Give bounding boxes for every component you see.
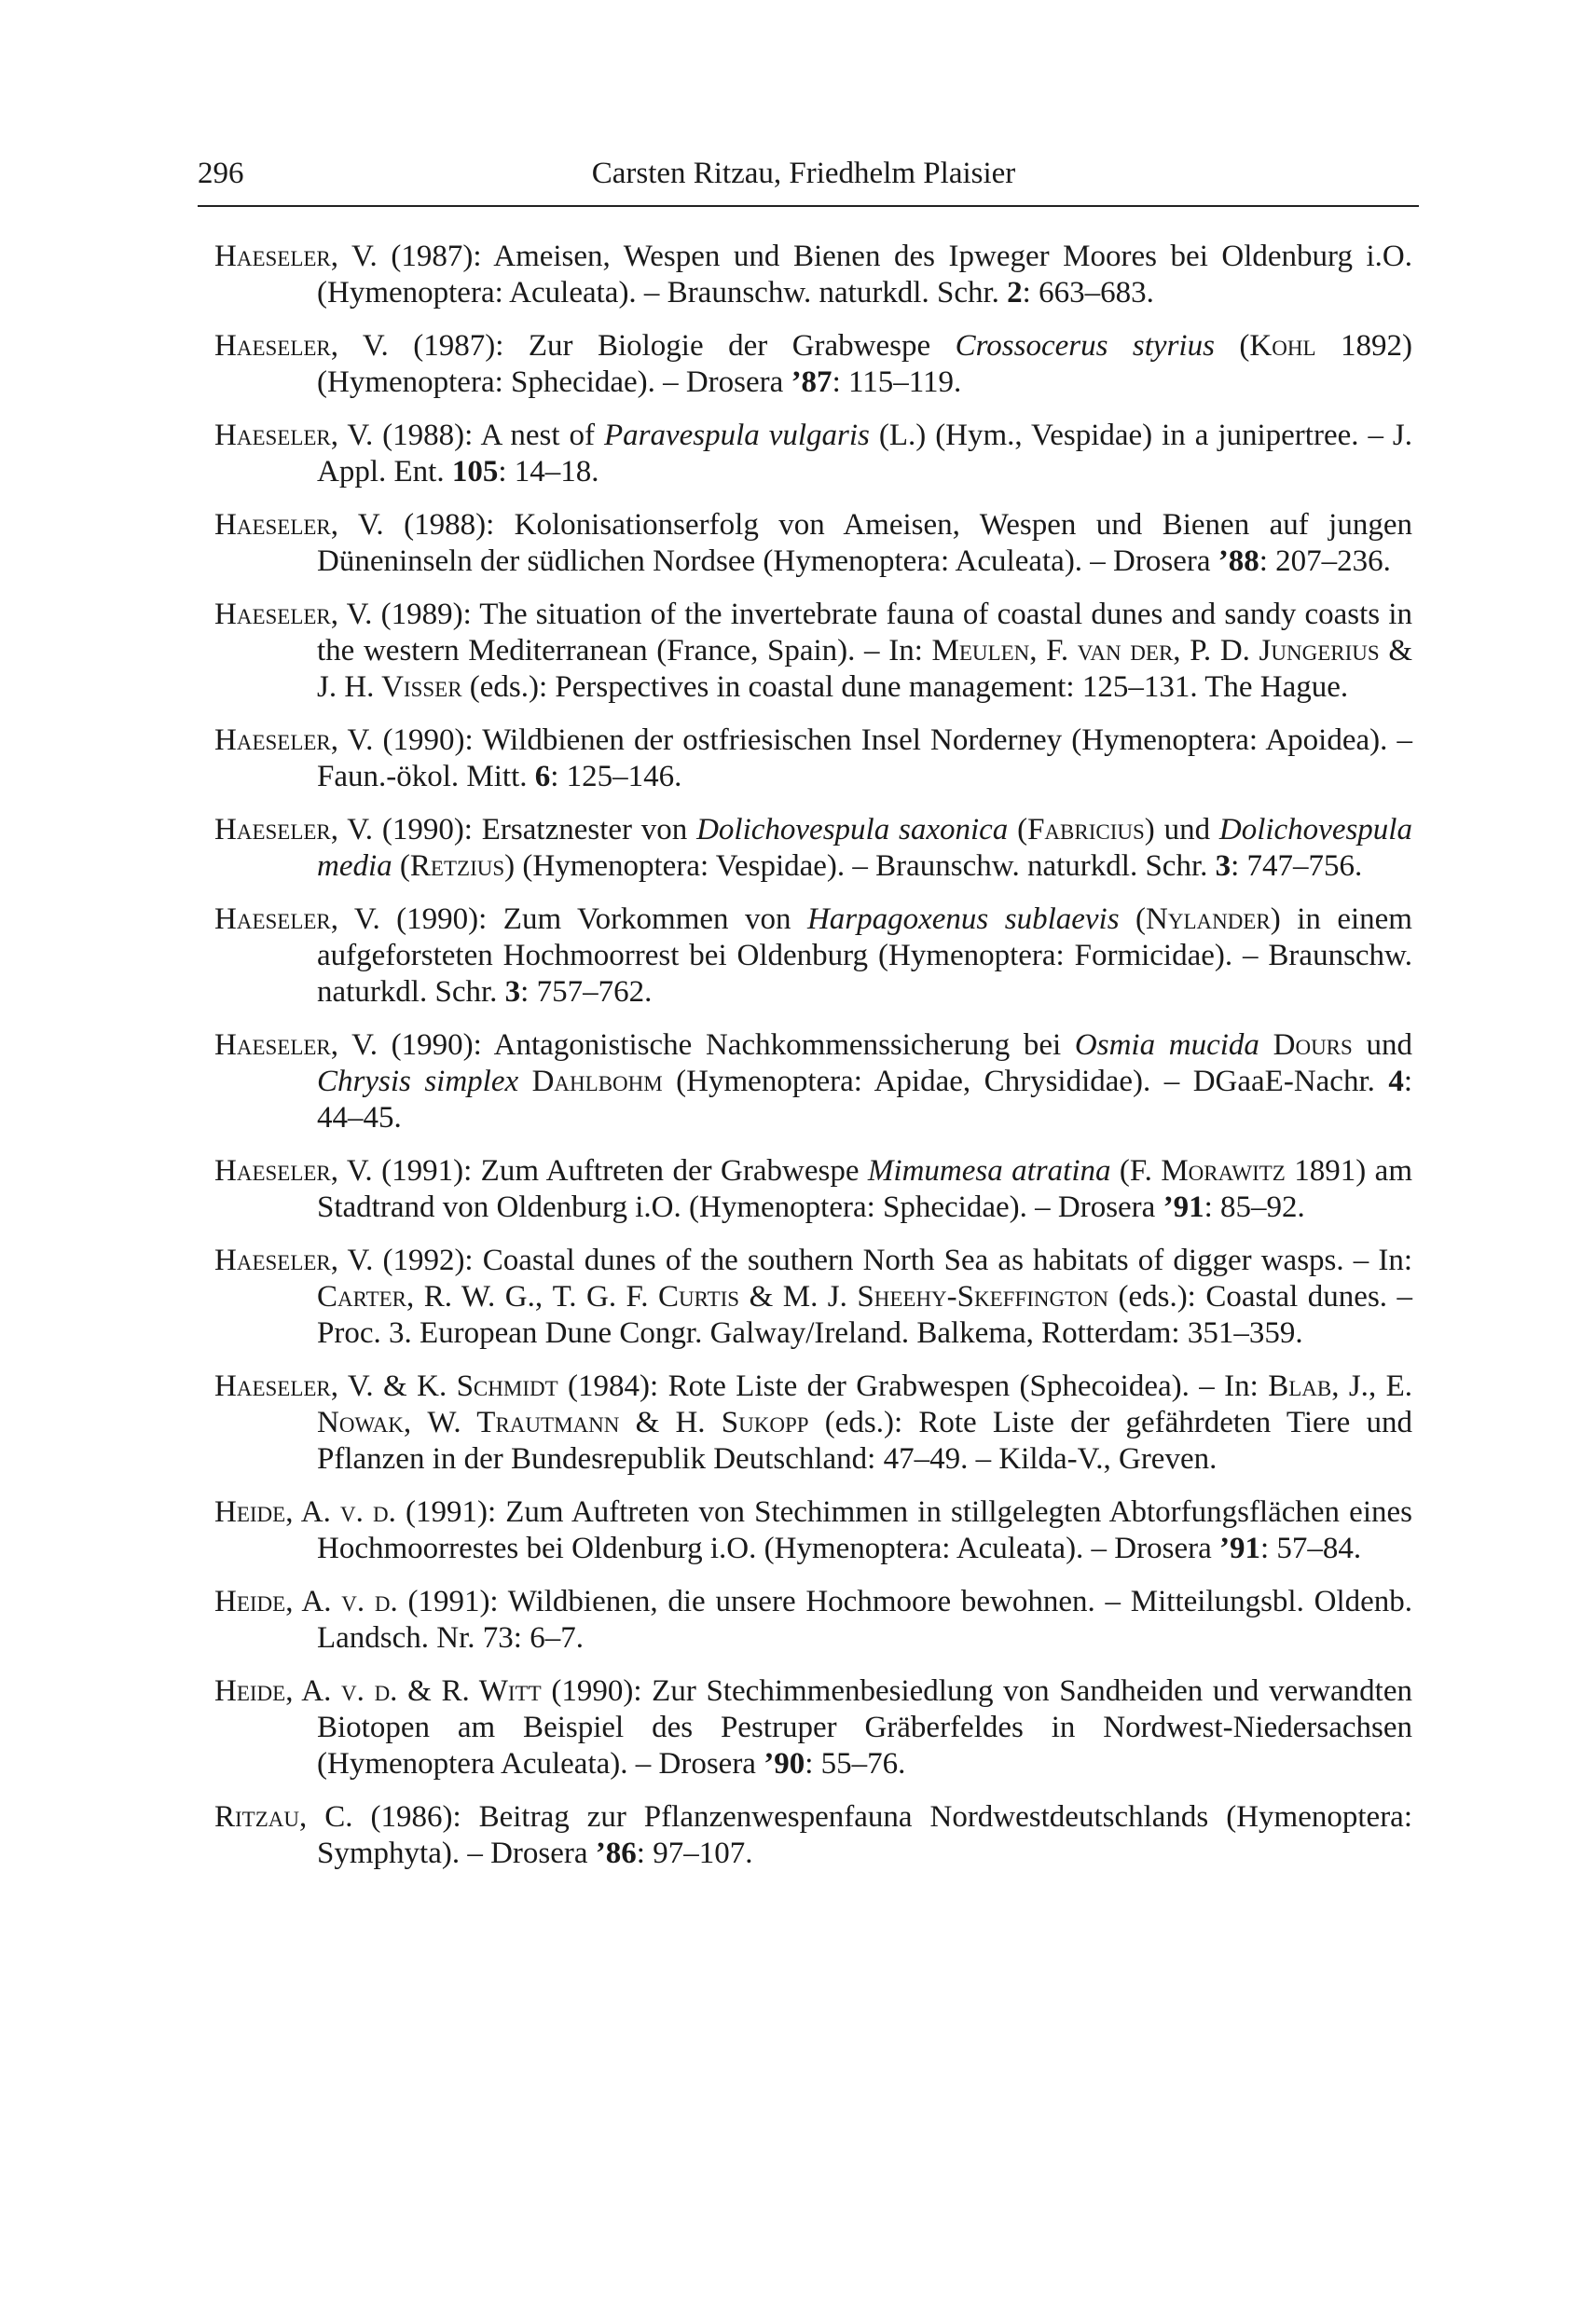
reference-text: ) und [1144, 813, 1219, 846]
reference-text: , [534, 1280, 553, 1314]
reference-volume: 4 [1388, 1065, 1404, 1098]
reference-name: Kohl [1249, 329, 1316, 363]
reference-text: : 14–18. [498, 455, 599, 489]
reference-entry [214, 1369, 1412, 1478]
reference-entry [214, 1673, 1412, 1782]
reference-taxon: Dolichovespula saxonica [696, 813, 1009, 846]
reference-text [518, 1065, 531, 1098]
reference-entry [214, 1494, 1412, 1567]
reference-name: Blab, J. [1268, 1369, 1369, 1403]
reference-entry [214, 1243, 1412, 1352]
page-number: 296 [198, 157, 244, 190]
reference-name: P. D. Jungerius [1190, 634, 1380, 667]
reference-name: Retzius [409, 849, 505, 883]
reference-author: Haeseler, V. [214, 902, 380, 936]
reference-author: Haeseler, V. [214, 419, 374, 452]
reference-text: , [1173, 634, 1190, 667]
reference-name: Nylander [1146, 902, 1271, 936]
reference-volume: 3 [1215, 849, 1231, 883]
reference-name: Meulen, F. van der [931, 634, 1174, 667]
reference-volume: 105 [451, 455, 499, 489]
reference-text: : 115–119. [832, 365, 962, 399]
reference-text: & [739, 1280, 783, 1314]
reference-author: Haeseler, V. [214, 508, 384, 542]
reference-text: (1992): Coastal dunes of the southern North Sea as habitats of digger wasps. – In: [373, 1244, 1412, 1277]
reference-author: Heide, A. v. d. [214, 1495, 396, 1529]
reference-entry [214, 722, 1412, 795]
reference-name: E. Nowak [317, 1369, 1412, 1439]
reference-text: : 125–146. [550, 760, 682, 793]
reference-entry [214, 1799, 1412, 1872]
reference-text: (Hymenoptera: Apidae, Chrysididae). – DGaaE-Nachr. [662, 1065, 1389, 1098]
reference-name: W. Trautmann [427, 1406, 620, 1439]
reference-name: Fabricius [1027, 813, 1145, 846]
reference-volume: 2 [1007, 276, 1023, 310]
running-head: Carsten Ritzau, Friedhelm Plaisier [591, 157, 1016, 190]
reference-volume: 6 [534, 760, 551, 793]
reference-text: und [1352, 1028, 1412, 1062]
reference-taxon: Dolichovespula media [317, 813, 1412, 883]
reference-text: : 85–92. [1204, 1190, 1305, 1224]
reference-volume: ’87 [791, 365, 832, 399]
reference-text: (L.) (Hym., Vespidae) in a junipertree. – J. Appl. Ent. [317, 419, 1412, 489]
reference-text: (1990): Antagonistische Nachkommenssicherung bei [377, 1028, 1075, 1062]
reference-entry [214, 1153, 1412, 1226]
reference-name: J. H. Visser [317, 670, 462, 704]
reference-text: (1988): A nest of [373, 419, 604, 452]
reference-author: Haeseler, V. [214, 329, 389, 363]
reference-text: : 57–84. [1260, 1532, 1362, 1565]
reference-name: Dahlbohm [531, 1065, 663, 1098]
reference-author: Haeseler, V. [214, 1028, 378, 1062]
reference-entry [214, 1584, 1412, 1657]
reference-volume: 3 [504, 975, 521, 1009]
reference-text: (eds.): Perspectives in coastal dune management: 125–131. The Hague. [461, 670, 1349, 704]
reference-text: 1892) (Hymenoptera: Sphecidae). – Drosera [317, 329, 1412, 399]
reference-text: (1990): Zum Vorkommen von [379, 902, 807, 936]
reference-list [214, 239, 1412, 1889]
reference-entry [214, 328, 1412, 401]
reference-text: ( [1008, 813, 1028, 846]
reference-author: Haeseler, V. [214, 723, 374, 757]
reference-author: Haeseler, V. [214, 1154, 373, 1188]
reference-text [1259, 1028, 1273, 1062]
reference-text: : 97–107. [636, 1837, 753, 1870]
reference-text: & [619, 1406, 676, 1439]
reference-text: , [403, 1406, 428, 1439]
reference-name: Dours [1273, 1028, 1353, 1062]
reference-text: ( [392, 849, 410, 883]
reference-entry [214, 418, 1412, 490]
reference-text: (eds.): Coastal dunes. – Proc. 3. European Dune Congr. Galway/Ireland. Balkema, Rotterdam: 351–359. [317, 1280, 1413, 1350]
reference-author: Ritzau, C. [214, 1800, 353, 1834]
reference-text: ( [1119, 902, 1147, 936]
reference-taxon: Crossocerus styrius [955, 329, 1215, 363]
reference-volume: ’86 [595, 1837, 637, 1870]
reference-name: Morawitz [1161, 1154, 1286, 1188]
reference-name: R. Witt [441, 1674, 542, 1708]
reference-taxon: Harpagoxenus sublaevis [806, 902, 1120, 936]
reference-text: (eds.): Rote Liste der gefährdeten Tiere und Pflanzen in der Bundesrepublik Deutschland: 47–49. – Kilda-V., Greven. [317, 1406, 1413, 1476]
reference-text: : 55–76. [805, 1747, 906, 1781]
reference-text: : 663–683. [1022, 276, 1154, 310]
reference-volume: ’88 [1218, 544, 1259, 578]
reference-entry [214, 1027, 1412, 1136]
page-header [198, 155, 1410, 201]
reference-text: (1990): Wildbienen der ostfriesischen Insel Norderney (Hymenoptera: Apoidea). – Faun.-ökol. Mitt. [317, 723, 1412, 793]
reference-taxon: Paravespula vulgaris [603, 419, 870, 452]
reference-entry [214, 507, 1412, 580]
reference-text: (1991): Zum Auftreten der Grabwespe [372, 1154, 868, 1188]
reference-taxon: Mimumesa atratina [867, 1154, 1111, 1188]
reference-text: & [397, 1674, 442, 1708]
reference-text: : 44–45. [317, 1065, 1412, 1135]
reference-text: & [373, 1369, 418, 1403]
reference-text: (1986): Beitrag zur Pflanzenwespenfauna Nordwestdeutschlands (Hymenoptera: Symphyta). – Drosera [317, 1800, 1412, 1870]
reference-name: T. G. F. Curtis [552, 1280, 740, 1314]
reference-volume: ’91 [1163, 1190, 1204, 1224]
reference-text: ( [1214, 329, 1250, 363]
reference-taxon: Chrysis simplex [317, 1065, 519, 1098]
reference-name: K. Schmidt [417, 1369, 558, 1403]
reference-text: (F. [1110, 1154, 1162, 1188]
reference-entry [214, 901, 1412, 1011]
reference-entry [214, 239, 1412, 311]
reference-author: Haeseler, V. [214, 1244, 374, 1277]
reference-name: M. J. Sheehy-Skeffington [782, 1280, 1108, 1314]
reference-name: Carter, R. W. G. [317, 1280, 535, 1314]
reference-author: Haeseler, V. [214, 1369, 374, 1403]
reference-taxon: Osmia mucida [1074, 1028, 1259, 1062]
reference-author: Haeseler, V. [214, 240, 378, 273]
reference-text: , [1368, 1369, 1386, 1403]
reference-text: (1987): Ameisen, Wespen und Bienen des Ipweger Moores bei Oldenburg i.O. (Hymenoptera: Aculeata). – Braunschw. naturkdl. Schr. [317, 240, 1412, 310]
reference-author: Haeseler, V. [214, 813, 374, 846]
reference-text: ) in einem aufgeforsteten Hochmoorrest bei Oldenburg (Hymenoptera: Formicidae). – Braunschw. naturkdl. Schr. [317, 902, 1412, 1009]
reference-text: (1987): Zur Biologie der Grabwespe [388, 329, 956, 363]
reference-author: Haeseler, V. [214, 598, 373, 631]
reference-text: (1989): The situation of the invertebrate fauna of coastal dunes and sandy coasts in the western Mediterranean (France, Spain). – In: [317, 598, 1412, 667]
reference-entry [214, 597, 1412, 706]
reference-author: Heide, A. v. d. [214, 1585, 398, 1618]
reference-entry [214, 812, 1412, 885]
reference-text: : 757–762. [520, 975, 653, 1009]
reference-volume: ’90 [764, 1747, 805, 1781]
reference-volume: ’91 [1219, 1532, 1261, 1565]
reference-text: (1988): Kolonisationserfolg von Ameisen, Wespen und Bienen auf jungen Düneninseln der südlichen Nordsee (Hymenoptera: Aculeata). – Drosera [317, 508, 1412, 578]
reference-text: (1984): Rote Liste der Grabwespen (Sphecoidea). – In: [557, 1369, 1269, 1403]
reference-author: Heide, A. v. d. [214, 1674, 398, 1708]
reference-text: : 747–756. [1231, 849, 1363, 883]
header-rule [198, 205, 1419, 207]
reference-text: (1990): Ersatznester von [373, 813, 697, 846]
reference-text: (1991): Zum Auftreten von Stechimmen in stillgelegten Abtorfungsflächen eines Hochmoorrestes bei Oldenburg i.O. (Hymenoptera: Aculeata). – Drosera [317, 1495, 1412, 1565]
reference-text: : 207–236. [1259, 544, 1391, 578]
reference-text: (1991): Wildbienen, die unsere Hochmoore bewohnen. – Mitteilungsbl. Oldenb. Landsch. Nr. 73: 6–7. [317, 1585, 1413, 1655]
reference-text: (1990): Zur Stechimmenbesiedlung von Sandheiden und verwandten Biotopen am Beispiel des Pestruper Gräberfeldes in Nordwest-Niedersachsen (Hymenoptera Aculeata). – Drosera [317, 1674, 1413, 1781]
reference-text: & [1379, 634, 1413, 667]
reference-name: H. Sukopp [675, 1406, 809, 1439]
reference-text: 1891) am Stadtrand von Oldenburg i.O. (Hymenoptera: Sphecidae). – Drosera [317, 1154, 1412, 1224]
reference-text: ) (Hymenoptera: Vespidae). – Braunschw. naturkdl. Schr. [504, 849, 1216, 883]
